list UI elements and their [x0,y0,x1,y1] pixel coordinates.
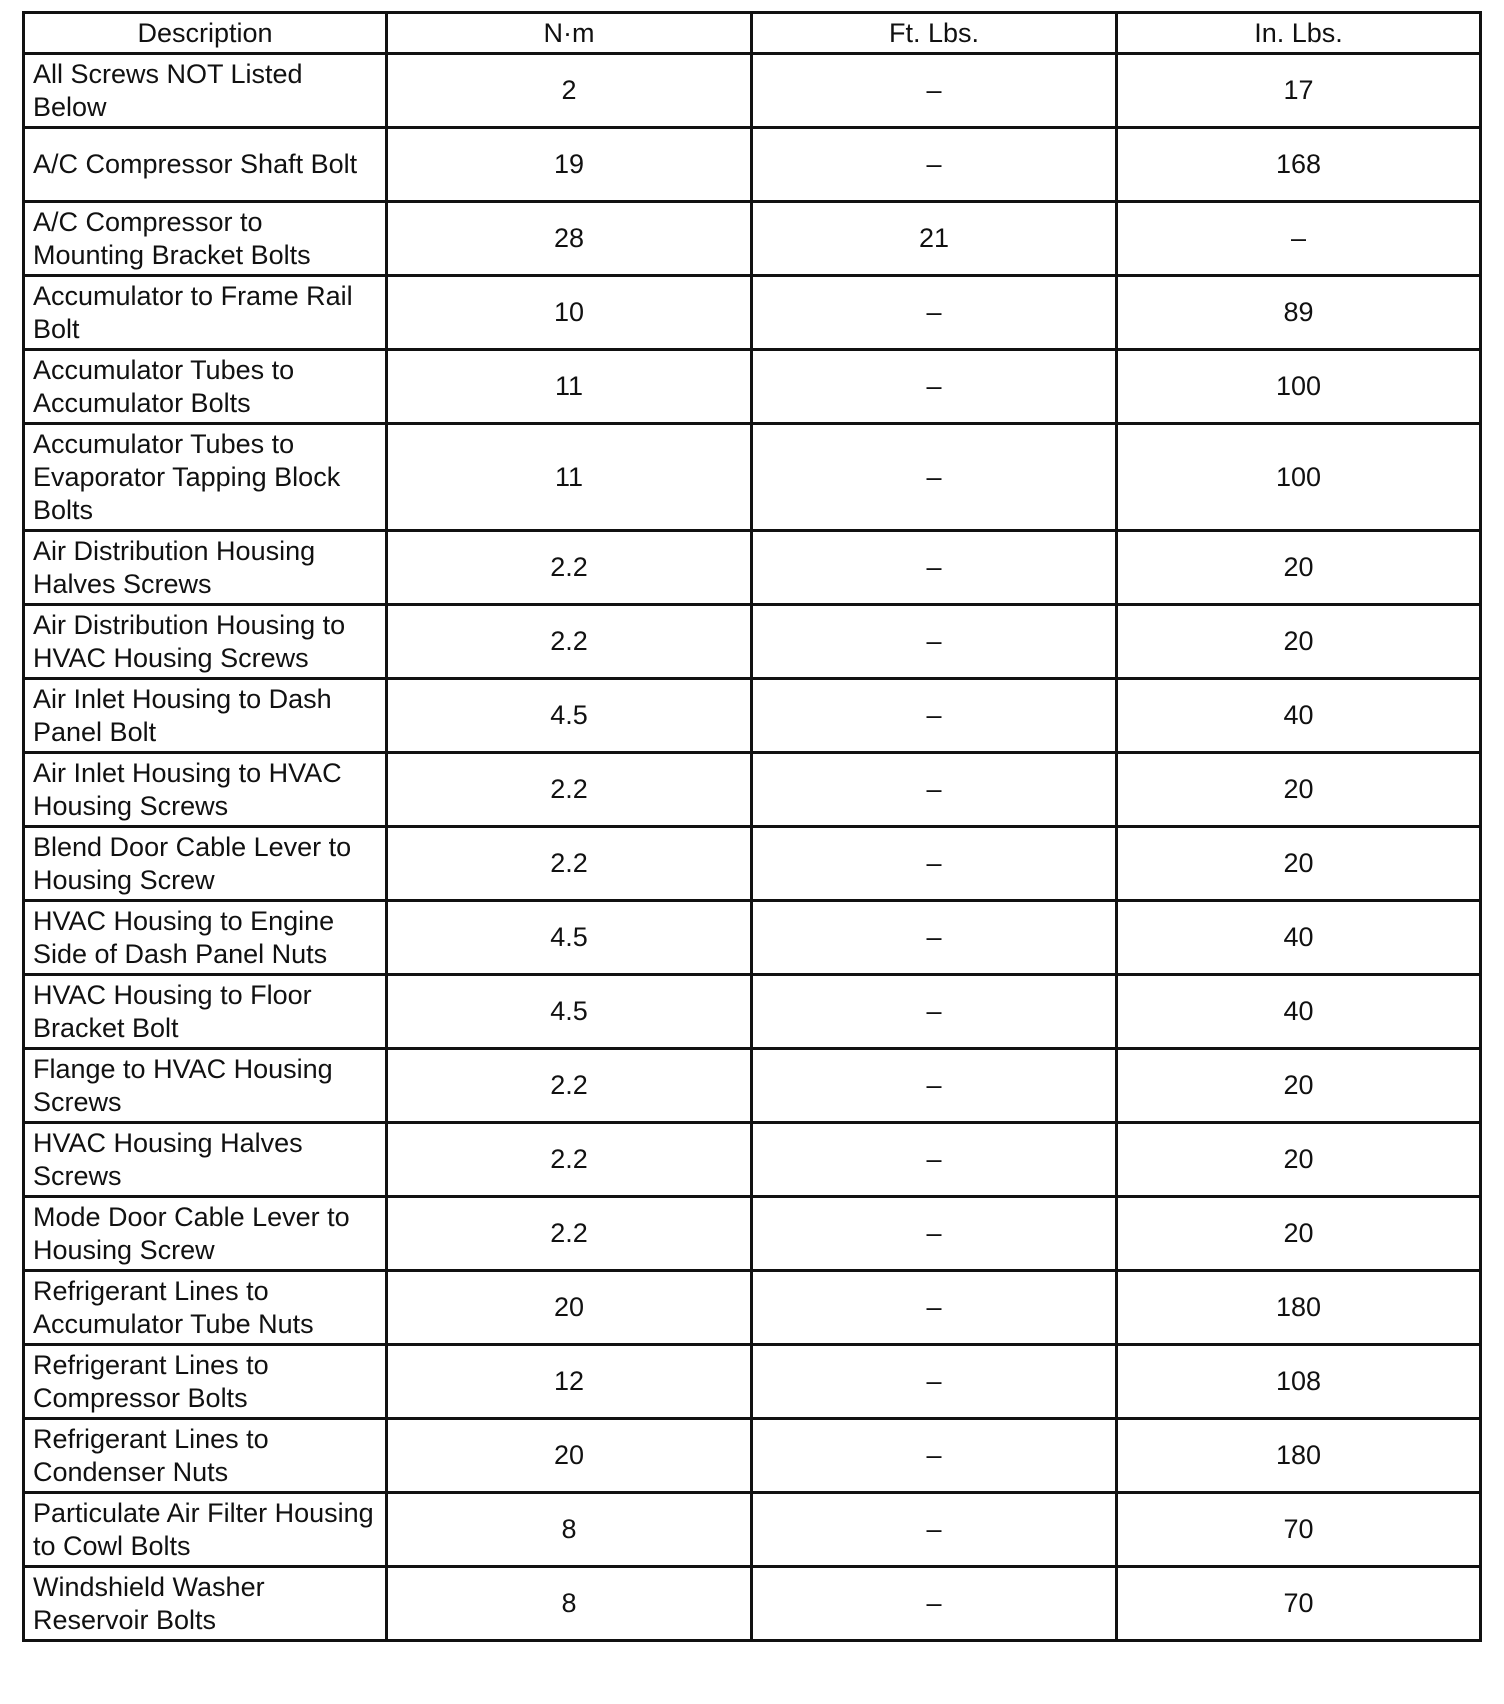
cell-inch-pounds: 20 [1117,753,1481,827]
cell-newton-meters: 2.2 [387,827,752,901]
cell-foot-pounds: – [752,424,1117,531]
cell-newton-meters: 8 [387,1493,752,1567]
cell-description: Flange to HVAC Housing Screws [24,1049,387,1123]
cell-description: HVAC Housing to Floor Bracket Bolt [24,975,387,1049]
cell-newton-meters: 11 [387,424,752,531]
cell-newton-meters: 8 [387,1567,752,1641]
table-header-row [24,13,1481,54]
table-row [24,350,1481,424]
header-description: Description [24,13,387,54]
torque-spec-table [22,11,1482,1642]
cell-description: Refrigerant Lines to Accumulator Tube Nuts [24,1271,387,1345]
table-row [24,202,1481,276]
cell-foot-pounds: – [752,605,1117,679]
cell-description: A/C Compressor to Mounting Bracket Bolts [24,202,387,276]
cell-inch-pounds: 168 [1117,128,1481,202]
cell-foot-pounds: – [752,901,1117,975]
cell-newton-meters: 2.2 [387,605,752,679]
cell-inch-pounds: 40 [1117,975,1481,1049]
cell-foot-pounds: – [752,1345,1117,1419]
cell-inch-pounds: 70 [1117,1567,1481,1641]
cell-newton-meters: 20 [387,1419,752,1493]
cell-foot-pounds: – [752,1049,1117,1123]
cell-foot-pounds: – [752,679,1117,753]
cell-newton-meters: 2.2 [387,531,752,605]
cell-newton-meters: 2.2 [387,1049,752,1123]
cell-newton-meters: 4.5 [387,679,752,753]
table-row [24,827,1481,901]
cell-foot-pounds: – [752,1271,1117,1345]
cell-foot-pounds: – [752,1197,1117,1271]
table-row [24,1345,1481,1419]
cell-inch-pounds: 20 [1117,531,1481,605]
cell-newton-meters: 2.2 [387,753,752,827]
cell-foot-pounds: – [752,975,1117,1049]
cell-description: Air Inlet Housing to Dash Panel Bolt [24,679,387,753]
cell-description: Blend Door Cable Lever to Housing Screw [24,827,387,901]
cell-description: Mode Door Cable Lever to Housing Screw [24,1197,387,1271]
cell-description: Accumulator Tubes to Accumulator Bolts [24,350,387,424]
table-row [24,1197,1481,1271]
cell-foot-pounds: – [752,827,1117,901]
table-row [24,1271,1481,1345]
table-row [24,1493,1481,1567]
cell-foot-pounds: – [752,531,1117,605]
cell-description: A/C Compressor Shaft Bolt [24,128,387,202]
cell-newton-meters: 28 [387,202,752,276]
cell-inch-pounds: 70 [1117,1493,1481,1567]
cell-description: Particulate Air Filter Housing to Cowl Bolts [24,1493,387,1567]
cell-description: Air Distribution Housing to HVAC Housing Screws [24,605,387,679]
cell-inch-pounds: 20 [1117,827,1481,901]
cell-foot-pounds: – [752,753,1117,827]
table-row [24,1123,1481,1197]
cell-inch-pounds: 40 [1117,901,1481,975]
cell-description: Accumulator Tubes to Evaporator Tapping Block Bolts [24,424,387,531]
cell-description: Refrigerant Lines to Compressor Bolts [24,1345,387,1419]
cell-newton-meters: 10 [387,276,752,350]
cell-foot-pounds: – [752,276,1117,350]
cell-newton-meters: 4.5 [387,975,752,1049]
cell-inch-pounds: 89 [1117,276,1481,350]
cell-newton-meters: 2.2 [387,1123,752,1197]
cell-description: HVAC Housing Halves Screws [24,1123,387,1197]
cell-description: Refrigerant Lines to Condenser Nuts [24,1419,387,1493]
cell-inch-pounds: 108 [1117,1345,1481,1419]
cell-newton-meters: 2 [387,54,752,128]
cell-description: Air Distribution Housing Halves Screws [24,531,387,605]
table-row [24,753,1481,827]
header-inch-pounds: In. Lbs. [1117,13,1481,54]
table-row [24,901,1481,975]
table-row [24,679,1481,753]
cell-description: Windshield Washer Reservoir Bolts [24,1567,387,1641]
cell-foot-pounds: – [752,54,1117,128]
cell-newton-meters: 11 [387,350,752,424]
cell-inch-pounds: 100 [1117,424,1481,531]
cell-description: HVAC Housing to Engine Side of Dash Panel Nuts [24,901,387,975]
cell-newton-meters: 4.5 [387,901,752,975]
cell-newton-meters: 12 [387,1345,752,1419]
table-row [24,1567,1481,1641]
cell-description: Air Inlet Housing to HVAC Housing Screws [24,753,387,827]
cell-inch-pounds: 20 [1117,1123,1481,1197]
cell-inch-pounds: – [1117,202,1481,276]
table-row [24,276,1481,350]
table-row [24,975,1481,1049]
cell-foot-pounds: – [752,1419,1117,1493]
header-foot-pounds: Ft. Lbs. [752,13,1117,54]
cell-inch-pounds: 20 [1117,605,1481,679]
cell-inch-pounds: 17 [1117,54,1481,128]
cell-foot-pounds: – [752,1567,1117,1641]
cell-inch-pounds: 180 [1117,1271,1481,1345]
cell-description: Accumulator to Frame Rail Bolt [24,276,387,350]
cell-inch-pounds: 20 [1117,1197,1481,1271]
cell-inch-pounds: 180 [1117,1419,1481,1493]
cell-inch-pounds: 100 [1117,350,1481,424]
table-row [24,128,1481,202]
cell-inch-pounds: 20 [1117,1049,1481,1123]
cell-newton-meters: 20 [387,1271,752,1345]
cell-newton-meters: 2.2 [387,1197,752,1271]
table-body [24,54,1481,1641]
header-newton-meters: N·m [387,13,752,54]
table-row [24,605,1481,679]
table-row [24,531,1481,605]
cell-inch-pounds: 40 [1117,679,1481,753]
cell-description: All Screws NOT Listed Below [24,54,387,128]
cell-foot-pounds: – [752,128,1117,202]
cell-newton-meters: 19 [387,128,752,202]
table-row [24,54,1481,128]
cell-foot-pounds: – [752,1123,1117,1197]
cell-foot-pounds: 21 [752,202,1117,276]
cell-foot-pounds: – [752,350,1117,424]
table-row [24,1049,1481,1123]
table-row [24,1419,1481,1493]
cell-foot-pounds: – [752,1493,1117,1567]
table-row [24,424,1481,531]
